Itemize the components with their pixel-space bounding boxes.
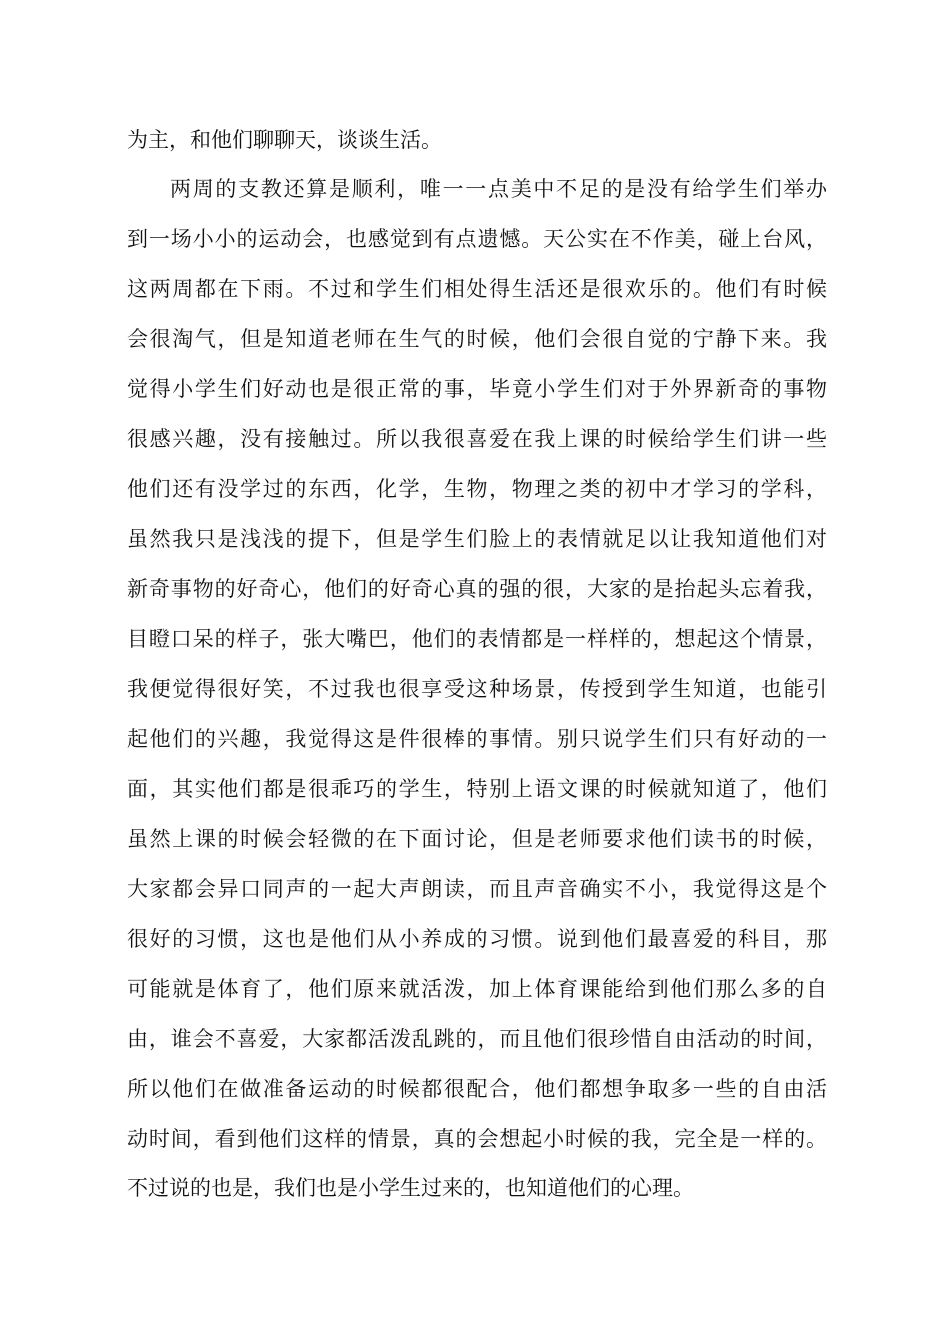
text-line: 很感兴趣，没有接触过。所以我很喜爱在我上课的时候给学生们讲一些 [127,427,827,451]
text-line: 会很淘气，但是知道老师在生气的时候，他们会很自觉的宁静下来。我 [127,327,827,351]
text-line: 动时间，看到他们这样的情景，真的会想起小时候的我，完全是一样的。 [127,1127,827,1151]
text-line: 虽然我只是浅浅的提下，但是学生们脸上的表情就足以让我知道他们对 [127,527,827,551]
text-line: 起他们的兴趣，我觉得这是件很棒的事情。别只说学生们只有好动的一 [127,727,827,751]
text-line: 很好的习惯，这也是他们从小养成的习惯。说到他们最喜爱的科目，那 [127,927,827,951]
text-line: 虽然上课的时候会轻微的在下面讨论，但是老师要求他们读书的时候， [127,827,827,851]
text-line: 由，谁会不喜爱，大家都活泼乱跳的，而且他们很珍惜自由活动的时间， [127,1027,827,1051]
text-line: 他们还有没学过的东西，化学，生物，物理之类的初中才学习的学科， [127,477,827,501]
text-line: 面，其实他们都是很乖巧的学生，特别上语文课的时候就知道了，他们 [127,777,827,801]
text-line: 为主，和他们聊聊天，谈谈生活。 [127,128,442,152]
text-line: 大家都会异口同声的一起大声朗读，而且声音确实不小，我觉得这是个 [127,877,827,901]
text-line: 目瞪口呆的样子，张大嘴巴，他们的表情都是一样样的，想起这个情景， [127,627,827,651]
text-line: 所以他们在做准备运动的时候都很配合，他们都想争取多一些的自由活 [127,1077,827,1101]
text-line: 我便觉得很好笑，不过我也很享受这种场景，传授到学生知道，也能引 [127,677,827,701]
text-line: 这两周都在下雨。不过和学生们相处得生活还是很欢乐的。他们有时候 [127,277,827,301]
text-line: 觉得小学生们好动也是很正常的事，毕竟小学生们对于外界新奇的事物 [127,377,827,401]
text-line: 到一场小小的运动会，也感觉到有点遗憾。天公实在不作美，碰上台风， [127,227,827,251]
paragraph-first-line: 两周的支教还算是顺利，唯一一点美中不足的是没有给学生们举办 [170,177,827,201]
text-line: 可能就是体育了，他们原来就活泼，加上体育课能给到他们那么多的自 [127,977,827,1001]
text-line: 不过说的也是，我们也是小学生过来的，也知道他们的心理。 [127,1176,694,1200]
text-line: 新奇事物的好奇心，他们的好奇心真的强的很，大家的是抬起头忘着我， [127,577,827,601]
